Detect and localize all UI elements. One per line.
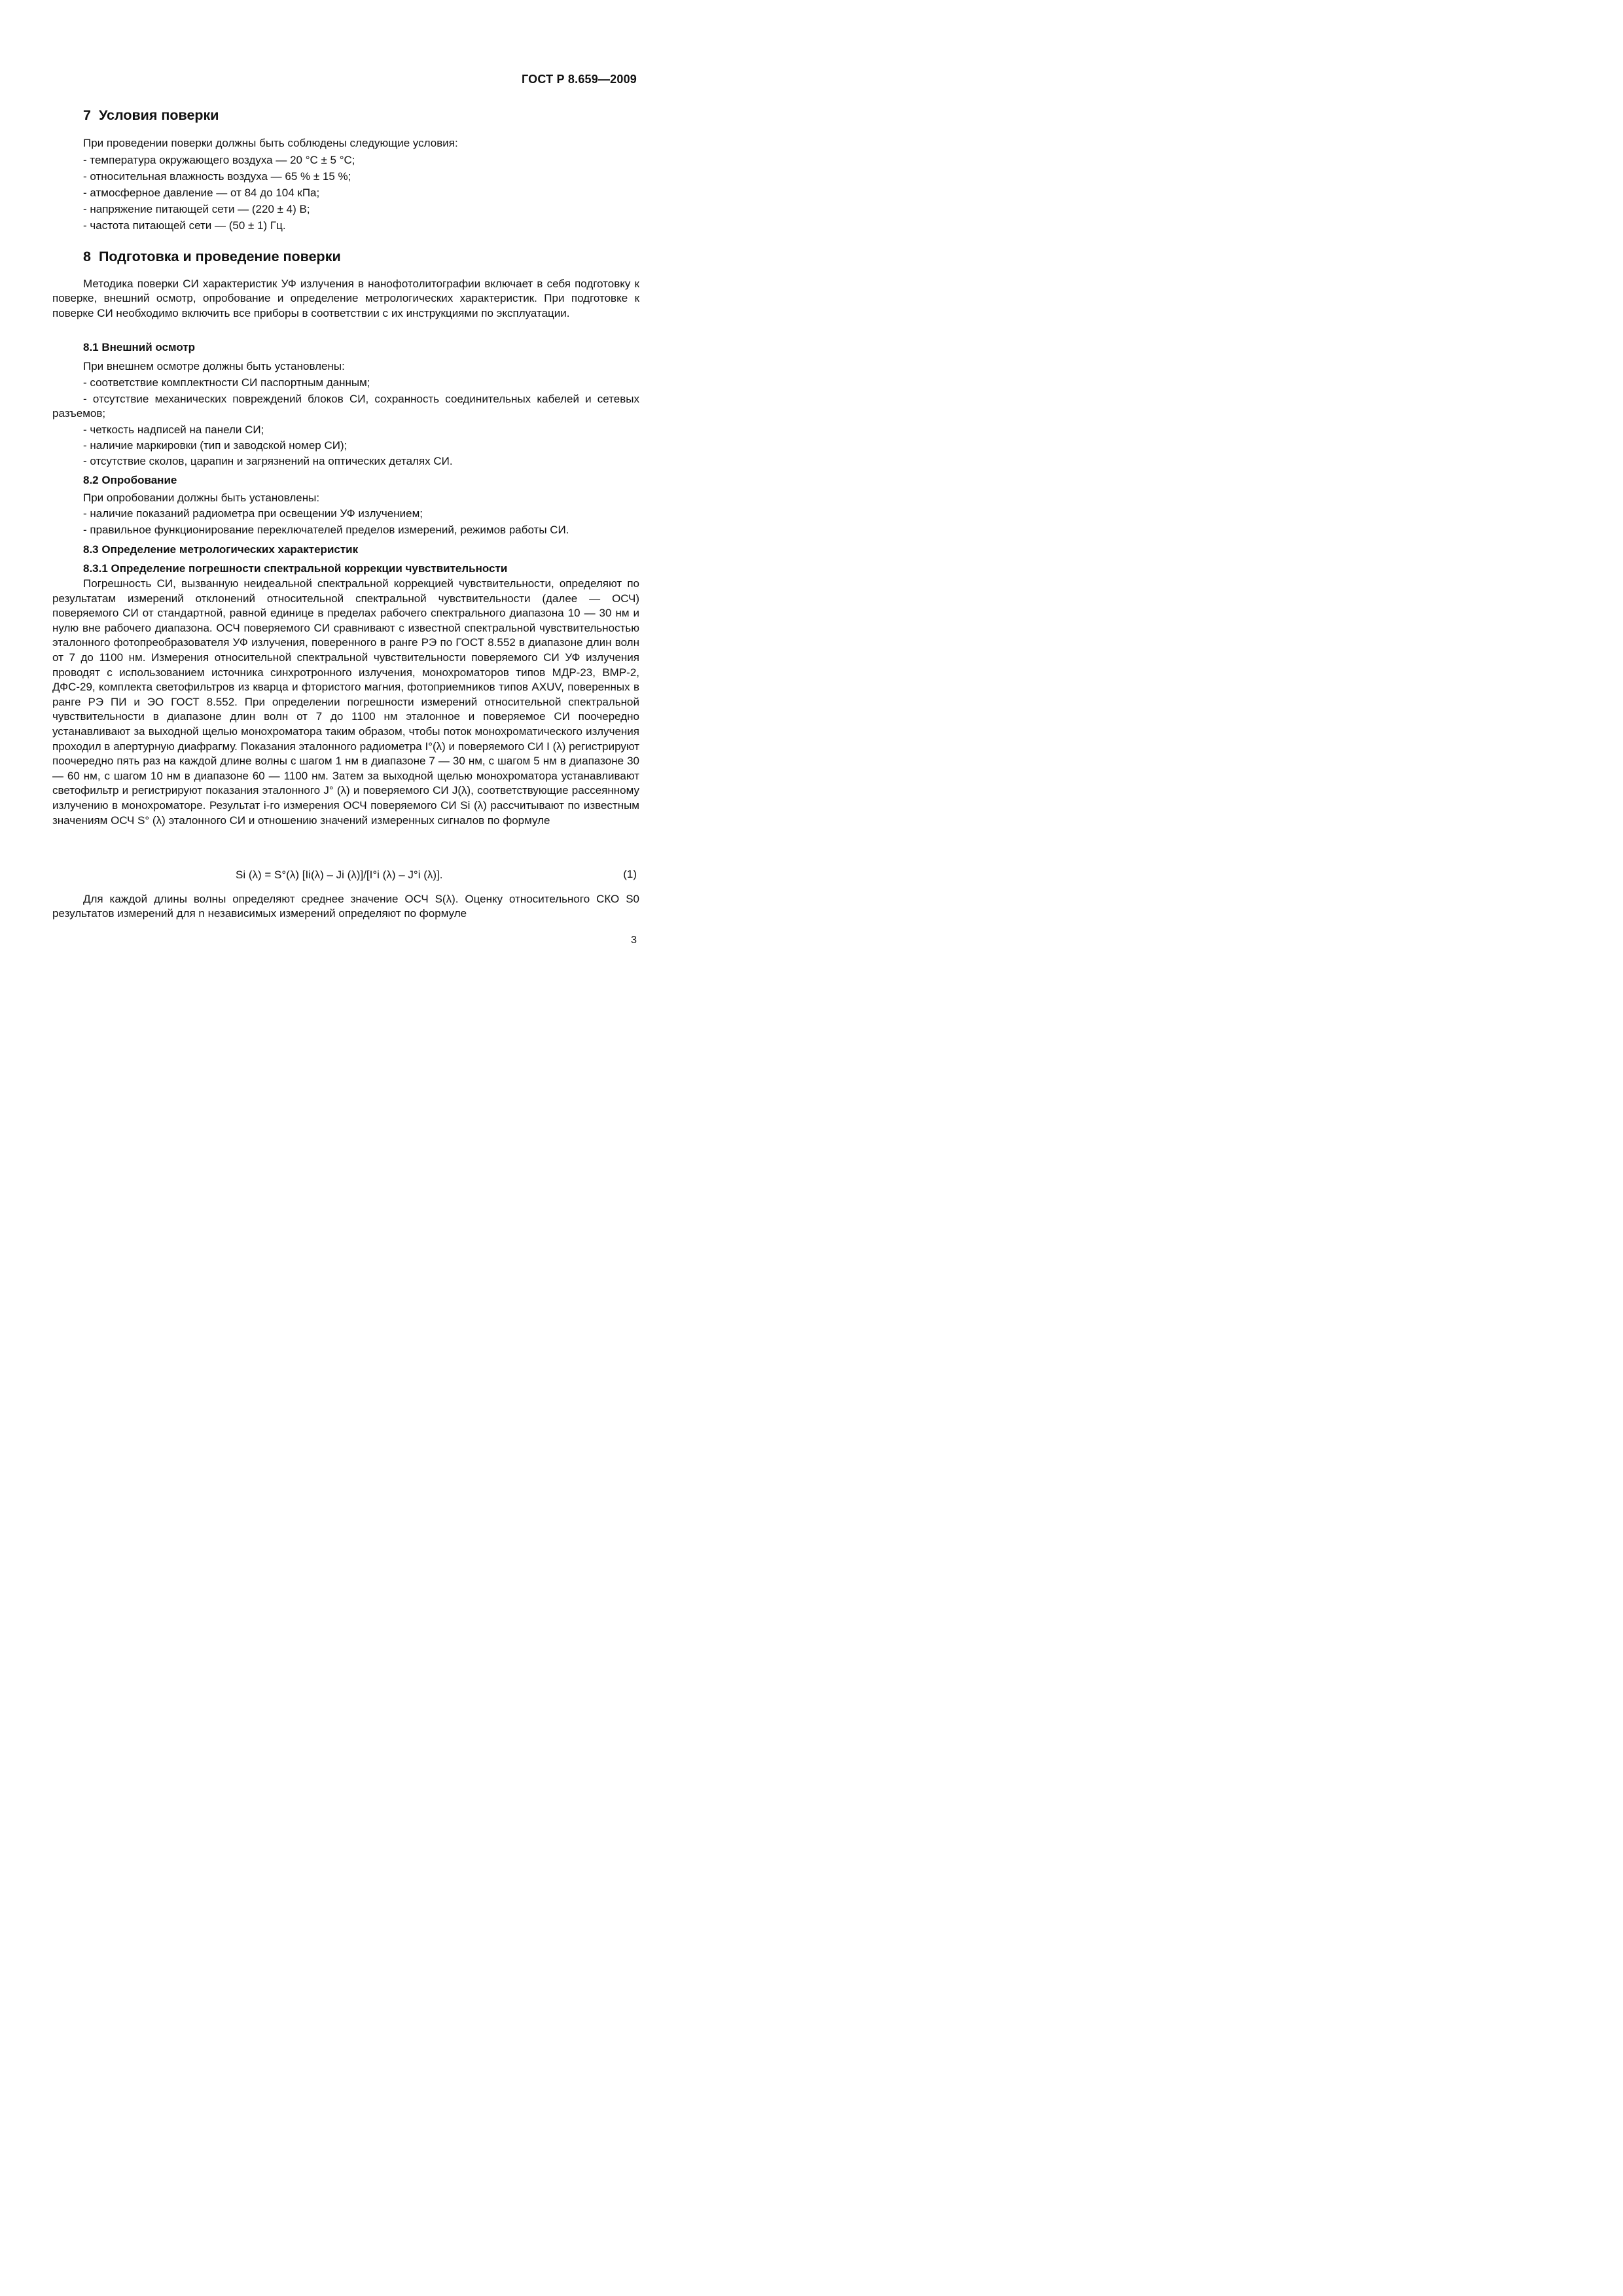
subsection-8-3-1-paragraph: Погрешность СИ, вызванную неидеальной спектральной коррекцией чувствительности, определяют по результатам измерений отклонений относительной спектральной чувствительности (далее — ОСЧ) поверяемого СИ от стандартной, равной единице в пределах рабочего спектрального диапазона 10 — 30 нм и нулю вне рабочего диапазона. ОСЧ поверяемого СИ сравнивают с известной спектральной чувствительностью эталонного фотопреобразователя УФ излучения, поверенного в ранге РЭ по ГОСТ 8.552 в диапазоне длин волн от 7 до 1100 нм. Измерения относительной спектральной чувствительности поверяемого СИ УФ излучения проводят с использованием источника синхротронного излучения, монохроматоров типов МДР-23, ВМР-2, ДФС-29, комплекта светофильтров из кварца и фтористого магния, фотоприемников типов AXUV, поверенных в ранге РЭ ПИ и ЭО ГОСТ 8.552. При определении погрешности измерений относительной спектральной чувствительности в диапазоне длин волн от 7 до 1100 нм эталонное и поверяемое СИ поочередно устанавливают за выходной щелью монохроматора таким образом, чтобы поток монохроматического излучения проходил в апертурную диафрагму. Показания эталонного радиометра I°(λ) и поверяемого СИ I (λ) регистрируют поочередно пять раз на каждой длине волны с шагом 1 нм в диапазоне 7 — 30 нм, с шагом 5 нм в диапазоне 30 — 60 нм, с шагом 10 нм в диапазоне 60 — 1100 нм. Затем за выходной щелью монохроматора устанавливают светофильтр и регистрируют показания эталонного J° (λ) и поверяемого СИ J(λ), соответствующие рассеянному излучению в монохроматоре. Результат i-го измерения ОСЧ поверяемого СИ Si (λ) рассчитывают по известным значениям ОСЧ S° (λ) эталонного СИ и отношению значений измеренных сигналов по формуле: [52, 577, 639, 827]
standard-code: ГОСТ Р 8.659—2009: [521, 73, 637, 86]
list-item: - отсутствие сколов, царапин и загрязнений на оптических деталях СИ.: [83, 455, 453, 467]
section-title: Условия поверки: [98, 107, 219, 123]
formula-1: Si (λ) = S°(λ) [Ii(λ) – Ji (λ)]/[I°i (λ) – J°i (λ)].: [236, 869, 443, 881]
condition-item: - температура окружающего воздуха — 20 °С ± 5 °С;: [83, 154, 355, 166]
list-item: - наличие маркировки (тип и заводской номер СИ);: [83, 439, 348, 452]
section-8-paragraph: Методика поверки СИ характеристик УФ излучения в нанофотолитографии включает в себя подготовку к поверке, внешний осмотр, опробование и определение метрологических характеристик. При подготовке к поверке СИ необходимо включить все приборы в соответствии с их инструкциями по эксплуатации.: [52, 278, 639, 319]
section-7-intro: При проведении поверки должны быть соблюдены следующие условия:: [83, 137, 458, 149]
subsection-8-3-1-heading: 8.3.1 Определение погрешности спектральной коррекции чувствительности: [83, 562, 508, 575]
subsection-8-3-1-paragraph-2: Для каждой длины волны определяют среднее значение ОСЧ S(λ). Оценку относительного СКО S0 результатов измерений для n независимых измерений определяют по формуле: [52, 893, 639, 920]
section-7-heading: [83, 107, 219, 124]
condition-item: - атмосферное давление — от 84 до 104 кПа;: [83, 187, 320, 199]
condition-item: - относительная влажность воздуха — 65 % ± 15 %;: [83, 170, 351, 183]
list-item: - наличие показаний радиометра при освещении УФ излучением;: [83, 507, 423, 520]
subsection-8-3-heading: 8.3 Определение метрологических характеристик: [83, 543, 359, 556]
section-number: 8: [83, 249, 91, 264]
list-item: - соответствие комплектности СИ паспортным данным;: [83, 376, 370, 389]
subsection-intro: При опробовании должны быть установлены:: [83, 492, 320, 504]
condition-item: - напряжение питающей сети — (220 ± 4) В;: [83, 203, 310, 215]
list-item: - отсутствие механических повреждений блоков СИ, сохранность соединительных кабелей и сетевых разъемов;: [52, 393, 639, 420]
list-item: - четкость надписей на панели СИ;: [83, 423, 264, 436]
section-number: 7: [83, 107, 91, 123]
page-number: 3: [631, 935, 637, 946]
subsection-intro: При внешнем осмотре должны быть установлены:: [83, 360, 345, 372]
list-item: - правильное функционирование переключателей пределов измерений, режимов работы СИ.: [83, 524, 569, 536]
section-title: Подготовка и проведение поверки: [98, 249, 341, 264]
formula-number: (1): [623, 868, 637, 880]
subsection-8-1-heading: 8.1 Внешний осмотр: [83, 341, 196, 353]
document-page: [0, 0, 720, 1018]
condition-item: - частота питающей сети — (50 ± 1) Гц.: [83, 219, 286, 232]
section-8-heading: [83, 249, 341, 265]
subsection-8-2-heading: 8.2 Опробование: [83, 474, 177, 486]
